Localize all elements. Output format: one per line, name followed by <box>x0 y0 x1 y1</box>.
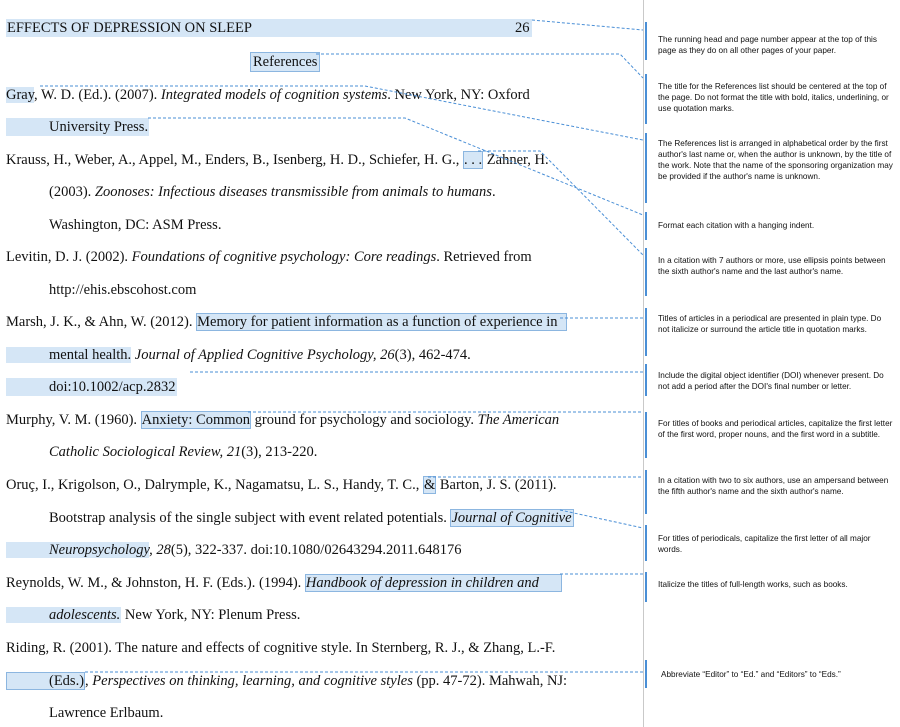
reference-entry-marsh-line2: mental health. Journal of Applied Cognitive Psychology, 26(3), 462-474. <box>6 346 471 364</box>
note-bar-8 <box>645 412 647 458</box>
note-article-titles: Titles of articles in a periodical are presented in plain type. Do not italicize or surround the article title in quotation marks. <box>658 314 882 334</box>
connector-title <box>316 54 643 78</box>
references-title: References <box>250 52 320 72</box>
reference-entry-reynolds-line1: Reynolds, W. M., & Johnston, H. F. (Eds.). (1994). Handbook of depression in children and <box>6 574 562 592</box>
note-periodical-titles: For titles of periodicals, capitalize the first letter of all major words. <box>658 534 871 554</box>
note-bar-1 <box>645 22 647 60</box>
reference-entry-marsh-line3: doi:10.1002/acp.2832 <box>6 378 177 396</box>
note-bar-2 <box>645 74 647 124</box>
note-capitalize-books: For titles of books and periodical articles, capitalize the first letter of the first word, proper nouns, and the first word in a subtitle. <box>658 419 893 439</box>
note-bar-9 <box>645 470 647 514</box>
reference-entry-oruc-line2: Bootstrap analysis of the single subject with event related potentials. Journal of Cognitive <box>49 510 572 526</box>
reference-entry-levitin-line1: Levitin, D. J. (2002). Foundations of cognitive psychology: Core readings. Retrieved from <box>6 249 532 265</box>
note-doi: Include the digital object identifier (DOI) whenever present. Do not add a period after the DOI's final number or letter. <box>658 371 884 391</box>
note-bar-5 <box>645 248 647 296</box>
reference-entry-levitin-line2: http://ehis.ebscohost.com <box>49 282 197 298</box>
note-bar-7 <box>645 364 647 396</box>
reference-entry-oruc-line3: Neuropsychology, 28(5), 322-337. doi:10.1080/02643294.2011.648176 <box>6 541 462 559</box>
reference-entry-murphy-line1: Murphy, V. M. (1960). Anxiety: Common ground for psychology and sociology. The American <box>6 412 560 428</box>
reference-entry-oruc-line1: Oruç, I., Krigolson, O., Dalrymple, K., Nagamatsu, L. S., Handy, T. C., & Barton, J. S. (2011). <box>6 477 557 493</box>
note-bar-11 <box>645 572 647 602</box>
connector-periodicals <box>560 510 643 528</box>
note-bar-10 <box>645 525 647 561</box>
note-bar-12 <box>645 660 647 688</box>
note-ellipsis: In a citation with 7 authors or more, use ellipsis points between the sixth author's name and the last author's name. <box>658 256 886 276</box>
note-ampersand: In a citation with two to six authors, use an ampersand between the fifth author's name and the sixth author's name. <box>658 476 889 496</box>
reference-entry-riding-line2: (Eds.), Perspectives on thinking, learning, and cognitive styles (pp. 47-72). Mahwah, NJ: <box>6 672 567 690</box>
reference-entry-marsh-line1: Marsh, J. K., & Ahn, W. (2012). Memory for patient information as a function of experience in <box>6 313 567 331</box>
reference-entry-riding-line3: Lawrence Erlbaum. <box>49 705 164 721</box>
reference-entry-murphy-line2: Catholic Sociological Review, 21(3), 213-220. <box>49 444 318 460</box>
reference-entry-reynolds-line2: adolescents. New York, NY: Plenum Press. <box>6 606 300 624</box>
page-number: 26 <box>515 20 530 36</box>
note-bar-3 <box>645 133 647 203</box>
note-bar-6 <box>645 308 647 356</box>
note-running-head: The running head and page number appear at the top of this page as they do on all other pages of your paper. <box>658 35 877 55</box>
note-alphabetical-order: The References list is arranged in alphabetical order by the first author's last name or, when the author is unknown, by the title of the work. Note that the name of the sponsoring organization may be provided if the author's name is unknown. <box>658 139 893 181</box>
reference-entry-gray-line1: Gray, W. D. (Ed.). (2007). Integrated models of cognition systems. New York, NY: Oxford <box>6 87 530 103</box>
connector-alphabetical <box>40 86 643 140</box>
note-hanging-indent: Format each citation with a hanging indent. <box>658 221 815 230</box>
reference-entry-krauss-line1: Krauss, H., Weber, A., Appel, M., Enders, B., Isenberg, H. D., Schiefer, H. G., . . . Zahner, H. <box>6 152 549 168</box>
connector-running-head <box>532 20 643 30</box>
reference-entry-gray-line2: University Press. <box>6 118 149 136</box>
connector-ellipsis <box>478 151 643 255</box>
reference-entry-krauss-line2: (2003). Zoonoses: Infectious diseases transmissible from animals to humans. <box>49 184 496 200</box>
note-title: The title for the References list should be centered at the top of the page. Do not format the title with bold, italics, underlining, or use quotation marks. <box>658 82 889 113</box>
running-head: EFFECTS OF DEPRESSION ON SLEEP <box>7 20 252 36</box>
reference-entry-riding-line1: Riding, R. (2001). The nature and effects of cognitive style. In Sternberg, R. J., & Zhang, L.-F. <box>6 640 556 656</box>
connector-hanging-indent <box>148 118 643 215</box>
note-italicize: Italicize the titles of full-length works, such as books. <box>658 580 848 589</box>
reference-entry-krauss-line3: Washington, DC: ASM Press. <box>49 217 222 233</box>
note-bar-4 <box>645 212 647 240</box>
note-abbreviate-editor: Abbreviate “Editor” to “Ed.” and “Editors” to “Eds.” <box>661 670 841 679</box>
